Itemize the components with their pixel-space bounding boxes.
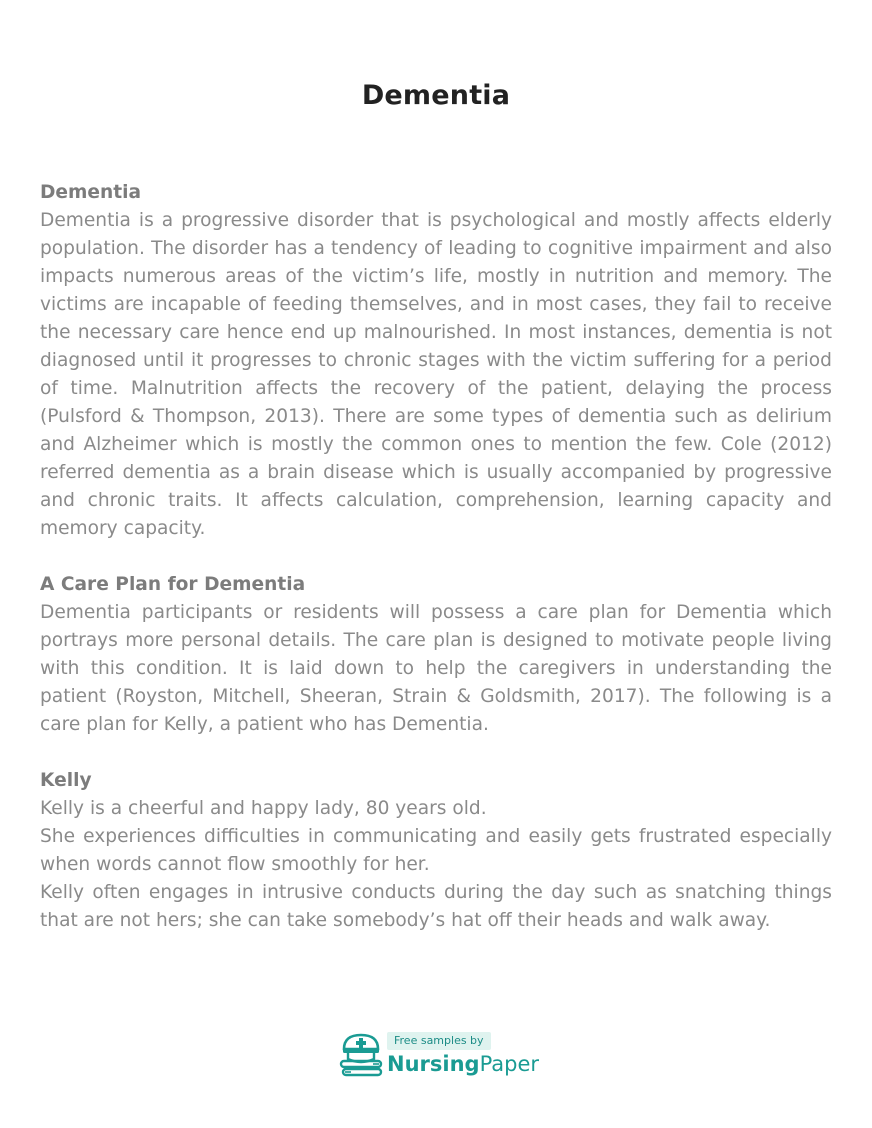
section-heading: A Care Plan for Dementia <box>40 574 306 595</box>
body-paragraph: Kelly is a cheerful and happy lady, 80 years old. <box>40 798 487 819</box>
body-paragraph: She experiences difficulties in communicating and easily gets frustrated especially when words cannot flow smoothly for her. <box>40 826 832 875</box>
section-dementia <box>40 179 832 543</box>
logo-tagline: Free samples by <box>387 1032 491 1050</box>
body-paragraph: Dementia is a progressive disorder that is psychological and mostly affects elderly population. The disorder has a tendency of leading to cognitive impairment and also impacts numerous areas of the victim’s life, mostly in nutrition and memory. The victims are incapable of feeding themselves, and in most cases, they fail to receive the necessary care hence end up malnourished. In most instances, dementia is not diagnosed until it progresses to chronic stages with the victim suffering for a period of time. Malnutrition affects the recovery of the patient, delaying the process (Pulsford & Thompson, 2013). There are some types of dementia such as delirium and Alzheimer which is mostly the common ones to mention the few. Cole (2012) referred dementia as a brain disease which is usually accompanied by progressive and chronic traits. It affects calculation, comprehension, learning capacity and memory capacity. <box>40 210 832 539</box>
body-paragraph: Kelly often engages in intrusive conducts during the day such as snatching things that are not hers; she can take somebody’s hat off their heads and walk away. <box>40 882 832 931</box>
section-care-plan <box>40 571 832 739</box>
nursing-paper-logo <box>338 1031 538 1079</box>
document-body <box>40 179 832 935</box>
nurse-book-icon <box>338 1031 384 1077</box>
section-heading: Dementia <box>40 182 142 203</box>
section-spacer <box>40 543 832 571</box>
section-heading: Kelly <box>40 770 92 791</box>
body-paragraph: Dementia participants or residents will possess a care plan for Dementia which portrays more personal details. The care plan is designed to motivate people living with this condition. It is laid down to help the caregivers in understanding the patient (Royston, Mitchell, Sheeran, Strain & Goldsmith, 2017). The following is a care plan for Kelly, a patient who has Dementia. <box>40 602 832 735</box>
logo-name-bold: Nursing <box>387 1052 480 1076</box>
logo-brand-name <box>387 1051 539 1077</box>
page-title: Dementia <box>361 80 511 112</box>
section-spacer <box>40 739 832 767</box>
logo-name-light: Paper <box>479 1052 540 1076</box>
section-kelly <box>40 767 832 935</box>
